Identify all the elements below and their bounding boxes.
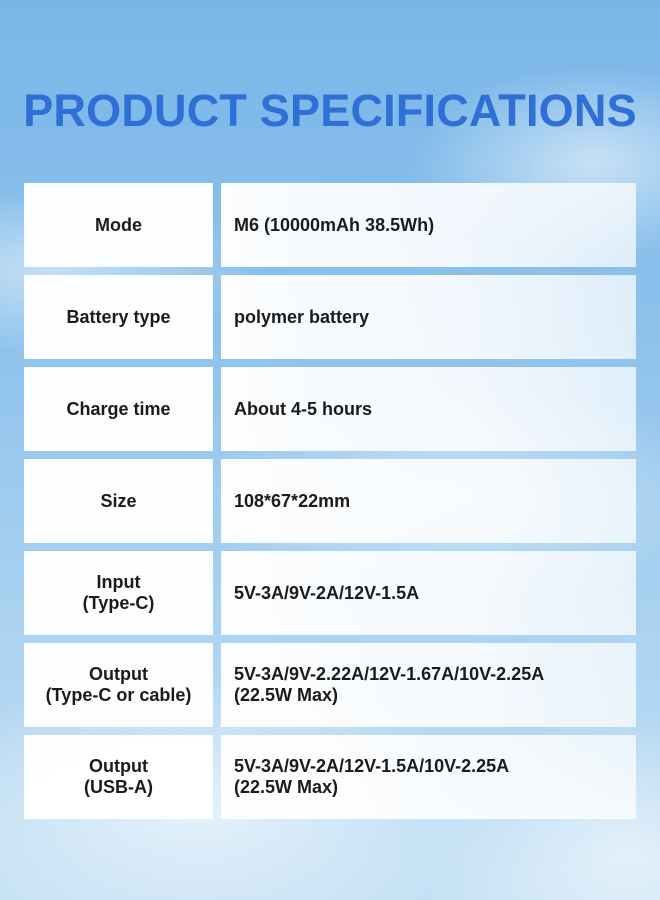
- spec-value-line2: (22.5W Max): [234, 777, 339, 797]
- spec-value-line1: 5V-3A/9V-2A/12V-1.5A/10V-2.25A: [234, 756, 510, 776]
- spec-label-line2: (USB-A): [84, 777, 153, 797]
- spec-label-line1: Output: [89, 664, 148, 684]
- spec-value-line1: 108*67*22mm: [234, 490, 351, 511]
- spec-label: [24, 183, 213, 267]
- spec-label-line1: Output: [89, 756, 148, 776]
- spec-row-charge-time: [24, 367, 636, 451]
- spec-value: [221, 643, 636, 727]
- spec-row-mode: [24, 183, 636, 267]
- spec-label-line1: Mode: [95, 214, 142, 235]
- spec-label-line1: Size: [100, 490, 137, 511]
- spec-row-output-type-c: [24, 643, 636, 727]
- spec-value-line1: 5V-3A/9V-2.22A/12V-1.67A/10V-2.25A: [234, 664, 545, 684]
- spec-row-battery-type: [24, 275, 636, 359]
- spec-label: [24, 551, 213, 635]
- spec-row-output-usb-a: [24, 735, 636, 819]
- spec-label: [24, 459, 213, 543]
- spec-value-line1: M6 (10000mAh 38.5Wh): [234, 214, 435, 235]
- spec-label: [24, 735, 213, 819]
- spec-value: [221, 183, 636, 267]
- spec-label-line2: (Type-C or cable): [45, 685, 192, 705]
- spec-label-line1: Charge time: [66, 398, 171, 419]
- spec-label-line1: Battery type: [66, 306, 171, 327]
- spec-value: [221, 367, 636, 451]
- spec-value: [221, 459, 636, 543]
- spec-table: [24, 183, 636, 827]
- spec-value-line1: polymer battery: [234, 306, 370, 327]
- spec-value-line1: 5V-3A/9V-2A/12V-1.5A: [234, 582, 420, 603]
- spec-value: [221, 275, 636, 359]
- spec-label-line2: (Type-C): [82, 593, 155, 613]
- spec-value: [221, 551, 636, 635]
- spec-label: [24, 643, 213, 727]
- spec-value-line1: About 4-5 hours: [234, 398, 372, 419]
- spec-row-size: [24, 459, 636, 543]
- spec-label: [24, 275, 213, 359]
- spec-label: [24, 367, 213, 451]
- spec-value: [221, 735, 636, 819]
- spec-value-line2: (22.5W Max): [234, 685, 339, 705]
- spec-row-input: [24, 551, 636, 635]
- spec-label-line1: Input: [96, 572, 141, 592]
- page-title: PRODUCT SPECIFICATIONS: [23, 85, 637, 136]
